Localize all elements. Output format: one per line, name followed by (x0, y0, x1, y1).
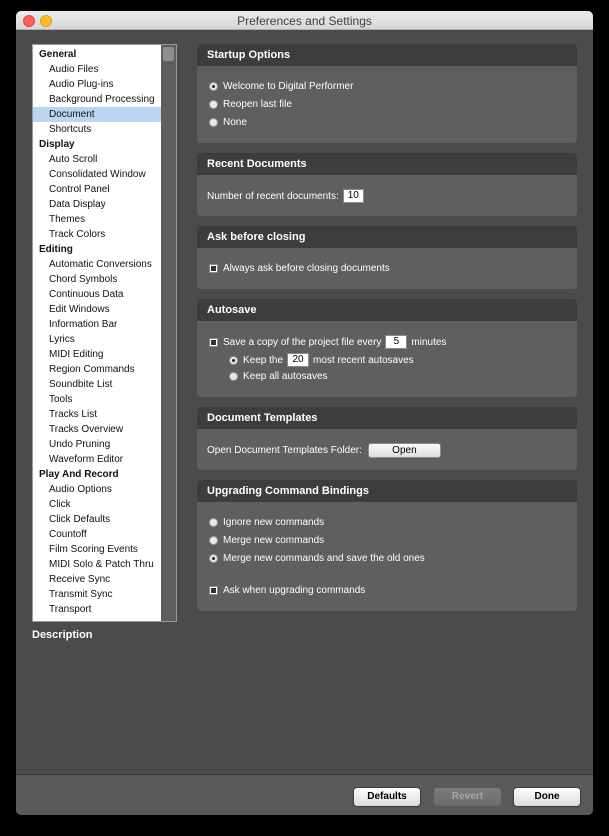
sidebar-item-region-commands[interactable]: Region Commands (49, 364, 135, 375)
sidebar-item-tracks-list[interactable]: Tracks List (49, 409, 97, 420)
sidebar-item-soundbite-list[interactable]: Soundbite List (49, 379, 113, 390)
templates-folder-row: Open Document Templates Folder: Open (207, 443, 441, 458)
radio-icon[interactable] (209, 118, 218, 127)
defaults-button[interactable]: Defaults (353, 787, 421, 807)
revert-button[interactable]: Revert (433, 787, 502, 807)
radio-icon[interactable] (229, 372, 238, 381)
sidebar-item-lyrics[interactable]: Lyrics (49, 334, 75, 345)
sidebar-item-audio-options[interactable]: Audio Options (49, 484, 112, 495)
panel-title: Upgrading Command Bindings (197, 480, 577, 502)
sidebar-item-track-colors[interactable]: Track Colors (49, 229, 106, 240)
sidebar-item-click[interactable]: Click (49, 499, 71, 510)
sidebar-item-receive-sync[interactable]: Receive Sync (49, 574, 111, 585)
sidebar-item-film-scoring-events[interactable]: Film Scoring Events (49, 544, 138, 555)
sidebar-item-document[interactable]: Document (33, 107, 176, 122)
checkbox-checked-icon[interactable] (209, 586, 218, 595)
sidebar-item-shortcuts[interactable]: Shortcuts (49, 124, 92, 135)
preferences-window (16, 11, 593, 815)
title-bar (16, 11, 593, 30)
upgrading-command-bindings-panel (197, 480, 577, 611)
sidebar-item-transport[interactable]: Transport (49, 604, 92, 615)
sidebar-item-consolidated-window[interactable]: Consolidated Window (49, 169, 146, 180)
sidebar-item-automatic-conversions[interactable]: Automatic Conversions (49, 259, 152, 270)
sidebar-category-play-and-record: Play And Record (39, 469, 119, 480)
sidebar-item-information-bar[interactable]: Information Bar (49, 319, 118, 330)
startup-welcome-option[interactable]: Welcome to Digital Performer (209, 81, 353, 92)
sidebar-item-background-processing[interactable]: Background Processing (49, 94, 155, 105)
sidebar-item-midi-editing[interactable]: MIDI Editing (49, 349, 104, 360)
autosave-keep-count-field[interactable]: 20 (287, 353, 309, 367)
open-templates-folder-button[interactable]: Open (368, 443, 441, 458)
document-templates-panel (197, 407, 577, 470)
ignore-new-commands-option[interactable]: Ignore new commands (209, 517, 324, 528)
checkbox-checked-icon[interactable] (209, 264, 218, 273)
window-title: Preferences and Settings (237, 14, 372, 28)
sidebar-item-transmit-sync[interactable]: Transmit Sync (49, 589, 113, 600)
sidebar-item-edit-windows[interactable]: Edit Windows (49, 304, 110, 315)
sidebar-item-continuous-data[interactable]: Continuous Data (49, 289, 124, 300)
panel-title: Ask before closing (197, 226, 577, 248)
sidebar-item-auto-scroll[interactable]: Auto Scroll (49, 154, 98, 165)
sidebar-item-themes[interactable]: Themes (49, 214, 86, 225)
radio-icon[interactable] (209, 100, 218, 109)
sidebar-item-tools[interactable]: Tools (49, 394, 73, 405)
preferences-category-list (32, 44, 177, 622)
category-list (33, 45, 176, 617)
sidebar-item-audio-files[interactable]: Audio Files (49, 64, 99, 75)
recent-documents-count-field[interactable]: 10 (343, 189, 364, 203)
sidebar-item-audio-plug-ins[interactable]: Audio Plug-ins (49, 79, 114, 90)
radio-selected-icon[interactable] (229, 356, 238, 365)
sidebar-item-control-panel[interactable]: Control Panel (49, 184, 110, 195)
startup-none-option[interactable]: None (209, 117, 247, 128)
sidebar-item-midi-solo-patch-thru[interactable]: MIDI Solo & Patch Thru (49, 559, 154, 570)
radio-icon[interactable] (209, 518, 218, 527)
recent-documents-panel (197, 153, 577, 216)
sidebar-item-waveform-editor[interactable]: Waveform Editor (49, 454, 124, 465)
autosave-panel (197, 299, 577, 397)
dialog-footer (16, 774, 593, 815)
scrollbar-thumb[interactable] (163, 47, 174, 61)
autosave-minutes-field[interactable]: 5 (385, 335, 407, 349)
recent-documents-row: Number of recent documents: 10 (207, 189, 368, 203)
sidebar-item-click-defaults[interactable]: Click Defaults (49, 514, 111, 525)
autosave-checkbox-row[interactable]: Save a copy of the project file every 5 minutes (209, 335, 446, 349)
radio-selected-icon[interactable] (209, 82, 218, 91)
startup-options-panel (197, 44, 577, 143)
panel-title: Document Templates (197, 407, 577, 429)
description-label: Description (32, 629, 93, 641)
sidebar-category-general: General (39, 49, 77, 60)
startup-reopen-option[interactable]: Reopen last file (209, 99, 292, 110)
sidebar-item-countoff[interactable]: Countoff (49, 529, 87, 540)
merge-new-commands-option[interactable]: Merge new commands (209, 535, 324, 546)
sidebar-item-tracks-overview[interactable]: Tracks Overview (49, 424, 124, 435)
sidebar-item-undo-pruning[interactable]: Undo Pruning (49, 439, 111, 450)
keep-all-autosaves-option[interactable]: Keep all autosaves (229, 371, 328, 382)
keep-recent-autosaves-option[interactable]: Keep the 20 most recent autosaves (229, 353, 414, 367)
sidebar-item-data-display[interactable]: Data Display (49, 199, 106, 210)
radio-icon[interactable] (209, 536, 218, 545)
checkbox-checked-icon[interactable] (209, 338, 218, 347)
panel-title: Startup Options (197, 44, 577, 66)
ask-before-closing-panel (197, 226, 577, 289)
ask-when-upgrading-checkbox-row[interactable]: Ask when upgrading commands (209, 585, 365, 596)
radio-selected-icon[interactable] (209, 554, 218, 563)
panel-title: Autosave (197, 299, 577, 321)
sidebar-category-editing: Editing (39, 244, 73, 255)
done-button[interactable]: Done (513, 787, 581, 807)
sidebar-item-chord-symbols[interactable]: Chord Symbols (49, 274, 118, 285)
sidebar-category-display: Display (39, 139, 75, 150)
category-list-scrollbar[interactable] (161, 44, 177, 622)
panel-title: Recent Documents (197, 153, 577, 175)
always-ask-checkbox-row[interactable]: Always ask before closing documents (209, 263, 390, 274)
merge-and-save-old-option[interactable]: Merge new commands and save the old ones (209, 553, 425, 564)
